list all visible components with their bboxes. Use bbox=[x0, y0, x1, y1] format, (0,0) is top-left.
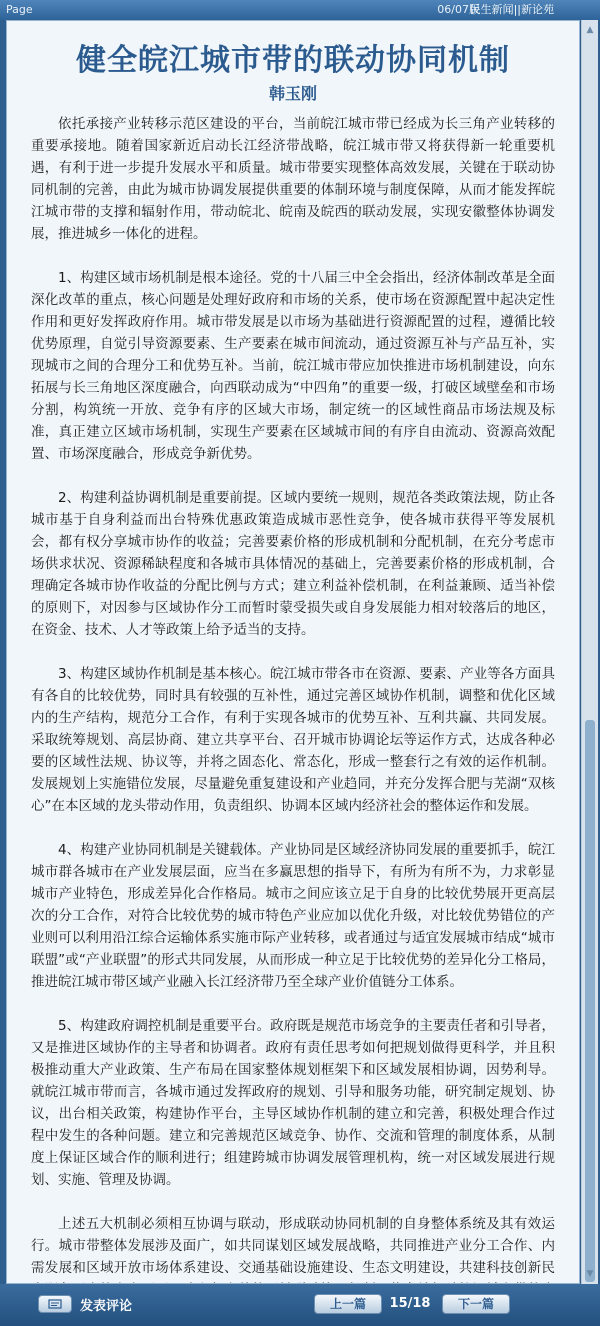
next-article-button[interactable]: 下一篇 bbox=[442, 1294, 510, 1314]
edition-label: 06/07版 bbox=[437, 3, 480, 16]
paragraph: 依托承接产业转移示范区建设的平台，当前皖江城市带已经成为长三角产业转移的重要承接地。随着国家新近启动长江经济带战略，皖江城市带又将获得新一轮重要机遇，有利于进一步提升发展水平和质量。城市带要实现整体高效发展，关键在于联动协同机制的完善，由此为城市协调发展提供重要的体制环境与制度保障，从而才能发挥皖江城市带的支撑和辐射作用，带动皖北、皖南及皖西的联动发展，实现安徽整体协调发展，推进城乡一体化的进程。 bbox=[31, 116, 555, 242]
article-panel bbox=[6, 20, 580, 1284]
article-body bbox=[7, 105, 579, 1284]
paragraph: 4、构建产业协同机制是关键载体。产业协同是区域经济协同发展的重要抓手，皖江城市群各城市在产业发展层面，应当在多赢思想的指导下，有所为有所不为，力求彰显城市产业特色，形成差异化合作格局。城市之间应该立足于自身的比较优势展开更高层次的分工合作，对符合比较优势的城市特色产业应加以优化升级，对比较优势错位的产业则可以利用沿江综合运输体系实施市际产业转移，或者通过与适宜发展城市结成“城市联盟”或“产业联盟”的形式共同发展，从而形成一种立足于比较优势的差异化分工格局，推进皖江城市带区域产业融入长江经济带乃至全球产业价值链分工体系。 bbox=[31, 842, 555, 990]
scroll-down-icon[interactable]: ▼ bbox=[586, 1269, 594, 1279]
section-label: 民生新闻||新论苑 bbox=[469, 3, 554, 16]
article-author: 韩玉刚 bbox=[268, 84, 317, 103]
article-title: 健全皖江城市带的联动协同机制 bbox=[76, 43, 510, 78]
paragraph: 上述五大机制必须相互协调与联动，形成联动协同机制的自身整体系统及其有效运行。城市带整体发展涉及面广，如共同谋划区域发展战略，共同推进产业分工合作、内需发展和区域开放市场体系建设、交通基础设施建设、生态文明建设，共建科技创新民 bbox=[31, 1216, 555, 1276]
scroll-up-icon[interactable]: ▲ bbox=[586, 25, 594, 35]
scroll-thumb[interactable] bbox=[585, 720, 595, 1282]
prev-article-button[interactable]: 上一篇 bbox=[314, 1294, 382, 1314]
comment-label: 发表评论 bbox=[80, 1298, 133, 1314]
comment-button[interactable] bbox=[38, 1294, 132, 1314]
paragraph: 3、构建区域协作机制是基本核心。皖江城市带各市在资源、要素、产业等各方面具有各自的比较优势，同时具有较强的互补性，通过完善区域协作机制，调整和优化区域内的生产结构，规范分工合作，有利于实现各城市的优势互补、互利共赢、共同发展。采取统筹规划、高层协商、建立共享平台、召开城市协调论坛等运作方式，达成各种必要的区域性法规、协议等，并将之固态化、常态化，形成一整套行之有效的运作机制。发展规划上实施错位发展，尽量避免重复建设和产业趋同，并充分发挥合肥与芜湖“双核心”在本区域的龙头带动作用，负责组织、协调本区域内经济社会的整体运作和发展。 bbox=[31, 666, 555, 814]
page-label: Page bbox=[6, 3, 33, 16]
top-bar bbox=[0, 0, 600, 20]
page-counter: 15/18 bbox=[389, 1296, 431, 1311]
paragraph: 1、构建区域市场机制是根本途径。党的十八届三中全会指出，经济体制改革是全面深化改革的重点，核心问题是处理好政府和市场的关系，使市场在资源配置中起决定性作用和更好发挥政府作用。城市带发展是以市场为基础进行资源配置的过程，遵循比较优势原理，自觉引导资源要素、生产要素在城市间流动，通过资源互补与产品互补，实现城市之间的合理分工和优势互补。当前，皖江城市带应加快推进市场机制建设，向东拓展与长三角地区深度融合，向西联动成为“中四角”的重要一级，打破区域壁垒和市场分割，构筑统一开放、竞争有序的区域大市场，制定统一的区域性商品市场法规及标准，真正建立区域市场机制，实现生产要素在区域城市间的有序自由流动、资源高效配置、市场深度融合，形成竞争新优势。 bbox=[31, 270, 555, 462]
bottom-bar bbox=[0, 1284, 600, 1326]
comment-icon bbox=[38, 1295, 72, 1313]
paragraph: 2、构建利益协调机制是重要前提。区域内要统一规则，规范各类政策法规，防止各城市基于自身利益而出台特殊优惠政策造成城市恶性竞争，使各城市获得平等发展机会，都有权分享城市协作的收益；完善要素价格的形成机制和分配机制，在充分考虑市场供求状况、资源稀缺程度和各城市具体情况的基础上，完善要素价格的形成机制，合理确定各城市协作收益的分配比例与方式；建立利益补偿机制，在利益兼顾、适当补偿的原则下，对因参与区域协作分工而暂时蒙受损失或自身发展能力相对较落后的地区，在资金、技术、人才等政策上给予适当的支持。 bbox=[31, 490, 555, 638]
paragraph: 5、构建政府调控机制是重要平台。政府既是规范市场竞争的主要责任者和引导者，又是推进区域协作的主导者和协调者。政府有责任思考如何把规划做得更科学，并且积极推动重大产业政策、生产布局在国家整体规划框架下和区域发展相协调，因势利导。就皖江城市带而言，各城市通过发挥政府的规划、引导和服务功能，研究制定规划、协议，出台相关政策，构建协作平台，主导区域协作机制的建立和完善，积极处理合作过程中发生的各种问题。建立和完善规范区域竞争、协作、交流和管理的制度体系，从制度上保证区域合作的顺利进行；组建跨城市协调发展管理机构，统一对区域发展进行规划、实施、管理及协调。 bbox=[31, 1018, 555, 1188]
scrollbar[interactable] bbox=[581, 20, 598, 1284]
